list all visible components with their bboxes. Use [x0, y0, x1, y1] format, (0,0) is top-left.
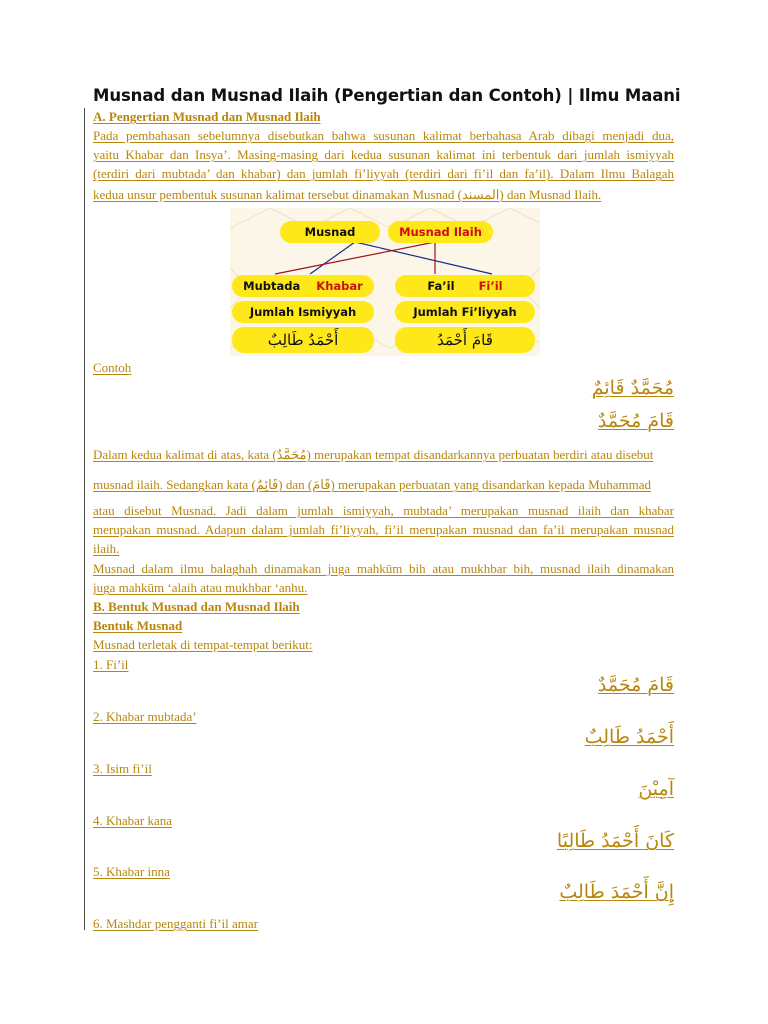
- list-item-arabic: أَحْمَدُ طَالِبٌ: [584, 726, 674, 748]
- list-item-arabic: كَانَ أَحْمَدُ طَالِبًا: [556, 830, 674, 852]
- list-item-label: 3. Isim fi’il: [93, 761, 152, 776]
- list-item-arabic: قَامَ مُحَمَّدٌ: [597, 674, 674, 696]
- connector-musnad-fiil: [355, 242, 492, 274]
- musnad-diagram: [230, 208, 540, 356]
- section-b-heading: B. Bentuk Musnad dan Musnad Ilaih: [93, 599, 300, 614]
- explanation-line1-arabic: مُحَمَّدٌ: [276, 448, 307, 463]
- list-item-label: 5. Khabar inna: [93, 864, 170, 879]
- section-a-heading: A. Pengertian Musnad dan Musnad Ilaih: [93, 109, 321, 124]
- pill-mubtada-label: Mubtada: [243, 279, 301, 293]
- para1-line4-arabic: المسند: [461, 188, 500, 203]
- pill-musnad: Musnad: [280, 221, 380, 243]
- pill-jumlah-ismiyyah: Jumlah Ismiyyah: [232, 301, 374, 323]
- para1-line4-post: ) dan Musnad Ilaih.: [499, 187, 602, 202]
- pill-fail-fiil: [395, 275, 535, 297]
- pill-arabic-filiyyah: قَامَ أَحْمَدُ: [395, 327, 535, 353]
- explanation-line6: Musnad dalam ilmu balaghah dinamakan juga mahkūm bih atau mukhbar bih, musnad ilaih dinamakan: [93, 561, 674, 576]
- explanation-line4: merupakan musnad. Adapun dalam jumlah fi’liyyah, fi’il merupakan musnad dan fa’il merupakan musnad: [93, 522, 674, 537]
- contoh-example-2: قَامَ مُحَمَّدٌ: [597, 410, 674, 432]
- list-item-label: 1. Fi’il: [93, 657, 129, 672]
- list-item-label: 4. Khabar kana: [93, 813, 173, 828]
- explanation-line2-pre: musnad ilaih. Sedangkan kata (: [93, 477, 256, 492]
- pill-fail-label: Fa’il: [427, 279, 455, 293]
- contoh-label: Contoh: [93, 360, 132, 375]
- explanation-line7: juga mahkūm ‘alaih atau mukhbar ‘anhu.: [93, 580, 308, 595]
- para1-line2: yaitu Khabar dan Insya’. Masing-masing dari kedua susunan kalimat ini terbentuk dari jumlah ismiyyah: [93, 147, 674, 162]
- pill-jumlah-filiyyah: Jumlah Fi’liyyah: [395, 301, 535, 323]
- bentuk-musnad-heading: Bentuk Musnad: [93, 618, 183, 633]
- explanation-line1-pre: Dalam kedua kalimat di atas, kata (: [93, 447, 277, 462]
- explanation-line1: [93, 447, 653, 463]
- explanation-line2-arabic-1: قَائِمٌ: [255, 478, 279, 493]
- explanation-line2-arabic-2: قَامَ: [312, 478, 331, 493]
- margin-line: [84, 108, 85, 930]
- para1-line3: (terdiri dari mubtada’ dan khabar) dan jumlah fi’liyyah (terdiri dari fi’il dan fa’il). Dalam Ilmu Balagah: [93, 166, 674, 181]
- pill-musnad-ilaih-label: Musnad Ilaih: [399, 225, 482, 239]
- pill-arabic-ismiyyah: أَحْمَدُ طَالِبٌ: [232, 327, 374, 353]
- pill-musnad-ilaih: [388, 221, 493, 243]
- pill-khabar-label: Khabar: [316, 279, 363, 293]
- list-item-label: 6. Mashdar pengganti fi’il amar: [93, 916, 258, 931]
- connector-musnad-khabar: [310, 242, 355, 274]
- pill-fiil-label: Fi’il: [478, 279, 503, 293]
- list-item-arabic: إِنَّ أَحْمَدَ طَالِبٌ: [559, 881, 674, 903]
- pill-mubtada-khabar: [232, 275, 374, 297]
- explanation-line2: [93, 477, 674, 493]
- explanation-line1-post: ) merupakan tempat disandarkannya perbuatan berdiri atau disebut: [306, 447, 654, 462]
- para1-line4-pre: kedua unsur pembentuk susunan kalimat tersebut dinamakan Musnad (: [93, 187, 462, 202]
- explanation-line5: ilaih.: [93, 541, 120, 556]
- explanation-line2-post: ) merupakan perbuatan yang disandarkan kepada Muhammad: [330, 477, 651, 492]
- explanation-line3: atau disebut Musnad. Jadi dalam jumlah ismiyyah, mubtada’ merupakan musnad ilaih dan khabar: [93, 503, 674, 518]
- list-item-label: 2. Khabar mubtada’: [93, 709, 197, 724]
- para1-line1: Pada pembahasan sebelumnya disebutkan bahwa susunan kalimat berbahasa Arab dibagi menjadi dua,: [93, 128, 674, 143]
- list-item-arabic: آمِيْنَ: [638, 778, 674, 800]
- connector-ilaih-mubtada: [275, 242, 435, 274]
- para1-line4: [93, 187, 601, 203]
- page-title: Musnad dan Musnad Ilaih (Pengertian dan Contoh) | Ilmu Maani: [93, 86, 681, 105]
- contoh-example-1: مُحَمَّدٌ قَائِمٌ: [591, 377, 674, 399]
- bentuk-musnad-intro: Musnad terletak di tempat-tempat berikut:: [93, 637, 313, 652]
- explanation-line2-mid: ) dan (: [278, 477, 313, 492]
